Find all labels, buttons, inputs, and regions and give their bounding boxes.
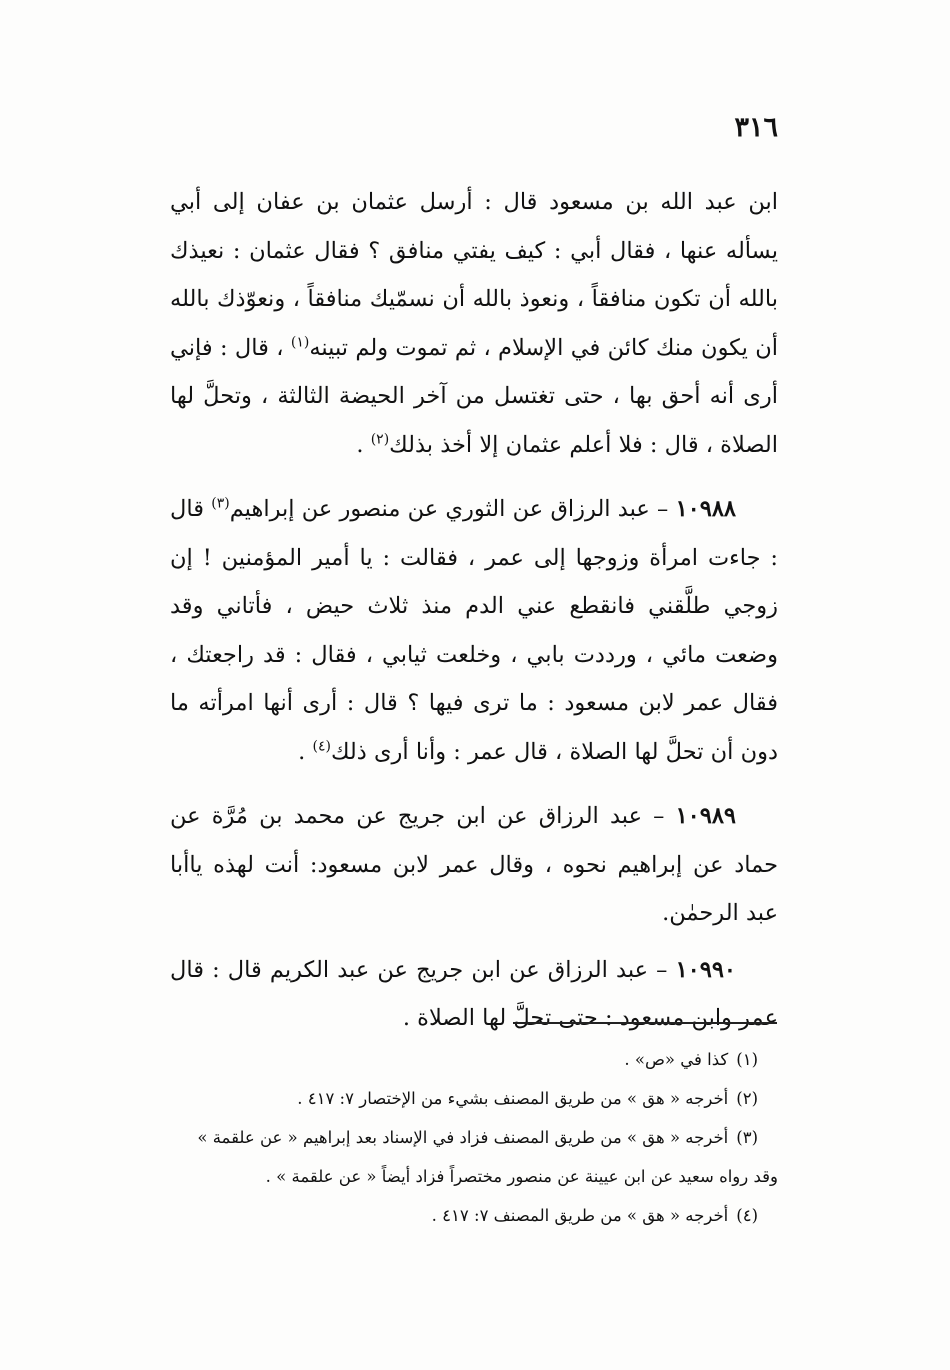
footnote-ref-2[interactable]: (٢) <box>370 431 390 447</box>
page-number: ٣١٦ <box>734 112 778 143</box>
footnote-ref-3[interactable]: (٣) <box>211 495 230 512</box>
footnote-number: (٢) <box>736 1089 758 1108</box>
footnotes <box>170 1040 778 1235</box>
footnote-text: أخرجه « هق » من طريق المصنف بشيء من الإختصار ٧: ٤١٧ . <box>297 1089 729 1108</box>
entry-text: – عبد الرزاق عن الثوري عن منصور عن إبراهيم <box>229 496 669 522</box>
footnote-divider <box>513 1022 777 1024</box>
footnote-number: (٤) <box>736 1206 758 1225</box>
footnote-text: أخرجه « هق » من طريق المصنف ٧: ٤١٧ . <box>431 1206 729 1225</box>
entry-10990 <box>170 946 778 1043</box>
footnote-ref-4[interactable]: (٤) <box>312 738 331 754</box>
entry-number: ١٠٩٩٠ <box>675 956 736 983</box>
intro-text: ابن عبد الله بن مسعود قال : أرسل عثمان بن عفان إلى أبي يسأله عنها ، فقال أبي : كيف يفتي منافق ؟ فقال عثمان : نعيذك بالله أن تكون منافقاً ، ونعوذ بالله أن نسمّيك منافقاً ، ونعوّذك بالله أن يكون منك كائن في الإسلام ، ثم تموت ولم تبينه <box>170 189 779 361</box>
entry-number: ١٠٩٨٩ <box>675 803 737 829</box>
intro-text-b: ، قال : فإني أرى أنه أحق بها ، حتى تغتسل من آخر الحيضة الثالثة ، وتحلَّ لها الصلاة ، قال : فلا أعلم عثمان إلا أخذ بذلك <box>170 334 778 458</box>
footnote-2 <box>170 1079 778 1118</box>
footnote-text: أخرجه « هق » من طريق المصنف فزاد في الإسناد بعد إبراهيم « عن علقمة » <box>197 1128 729 1147</box>
entry-end: . <box>298 738 306 765</box>
footnote-1 <box>170 1040 778 1079</box>
footnote-number: (١) <box>736 1050 758 1069</box>
footnote-number: (٣) <box>736 1128 758 1147</box>
entry-text: – عبد الرزاق عن ابن جريج عن محمد بن مُرَّة عن حماد عن إبراهيم نحوه ، وقال عمر لابن مسعود: أنت لهذه ياأبا عبد الرحمٰن. <box>170 803 778 926</box>
intro-end: . <box>356 431 364 458</box>
entry-10989 <box>170 792 778 938</box>
footnote-3-continuation: وقد رواه سعيد عن ابن عيينة عن منصور مختصراً فزاد أيضاً « عن علقمة » . <box>265 1167 778 1186</box>
footnote-text: كذا في «ص» . <box>624 1050 729 1069</box>
entry-10988 <box>170 485 778 776</box>
entry-text: – عبد الرزاق عن ابن جريج عن عبد الكريم قال : قال عمر وابن مسعود : حتى تحلَّ لها الصلاة . <box>170 956 778 1031</box>
main-text <box>170 178 778 1043</box>
entry-number: ١٠٩٨٨ <box>675 496 736 522</box>
footnote-3 <box>170 1118 778 1157</box>
footnote-ref-1[interactable]: (١) <box>290 334 310 350</box>
entry-text-b: قال : جاءت امرأة وزوجها إلى عمر ، فقالت : يا أمير المؤمنين ! إن زوجي طلَّقني فانقطع عني الدم منذ ثلاث حيض ، فأتاني وقد وضعت مائي ، ورددت بابي ، وخلعت ثيابي ، فقال : قد راجعتك ، فقال عمر لابن مسعود : ما ترى فيها ؟ قال : أرى أنها امرأته ما دون أن تحلَّ لها الصلاة ، قال عمر : وأنا أرى ذلك <box>170 496 778 765</box>
footnote-4 <box>170 1196 778 1235</box>
intro-paragraph <box>170 178 778 469</box>
